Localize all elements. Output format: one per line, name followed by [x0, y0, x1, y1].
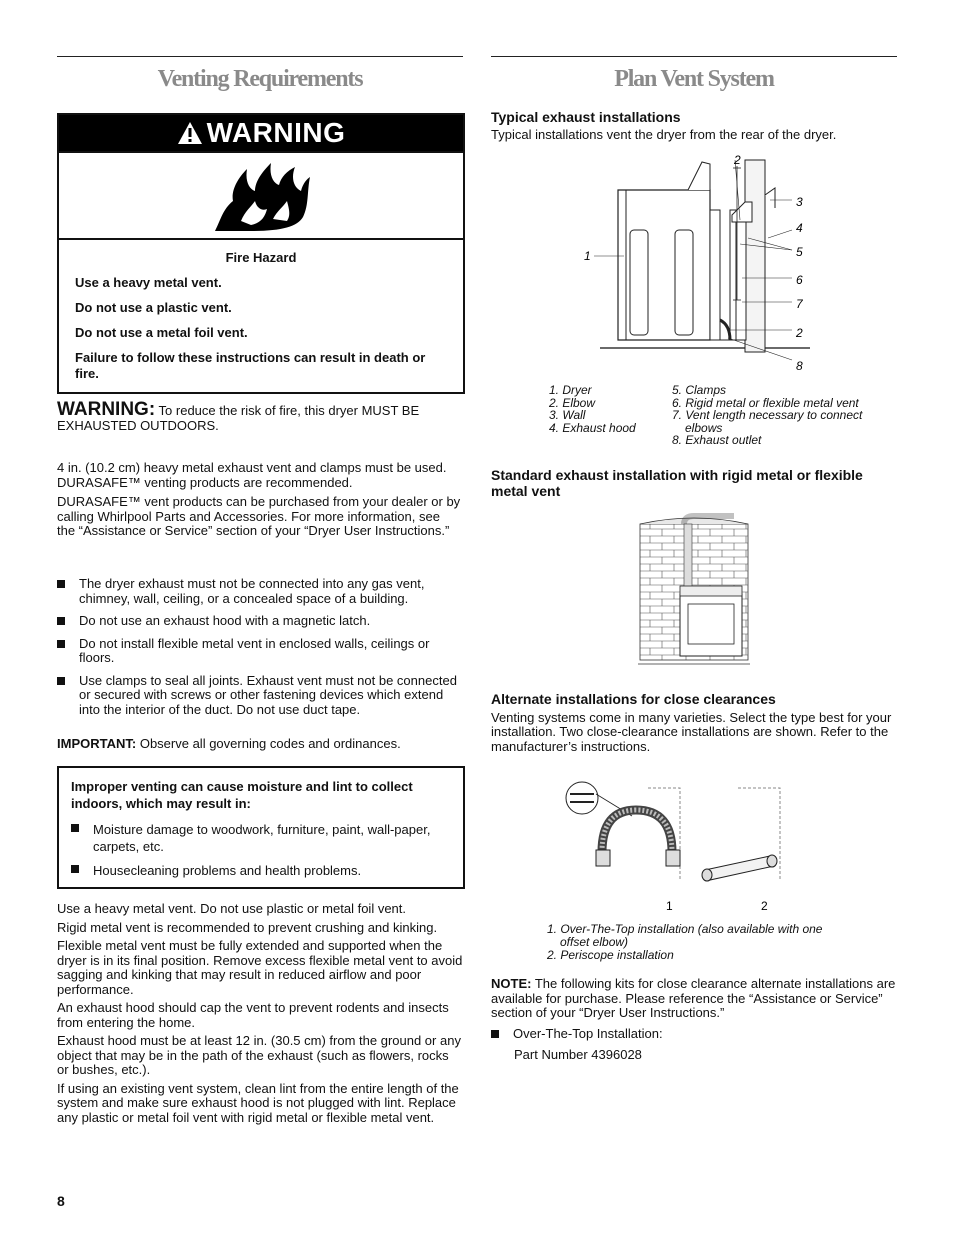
alternate-captions — [547, 923, 847, 962]
guideline-paragraph: Exhaust hood must be at least 12 in. (30.5 cm) from the ground or any object that may be in the path of the exhaust (such as flowers, rocks or bushes, etc.). — [57, 1033, 461, 1077]
alt-label: 1 — [666, 899, 673, 913]
guideline-paragraph: An exhaust hood should cap the vent to prevent rodents and insects from entering the home. — [57, 1000, 449, 1030]
moisture-list — [71, 821, 451, 879]
legend-column-2 — [672, 384, 882, 447]
list-item: Use clamps to seal all joints. Exhaust vent must not be connected or secured with screws or other fastening devices which extend into the interior of the duct. Do not use duct tape. — [57, 674, 461, 718]
guideline-paragraph: Flexible metal vent must be fully extended and supported when the dryer is in its final position. Remove excess flexible metal vent to avoid sagging and kinking that may result in reduced airflow and poor performance. — [57, 938, 463, 997]
guideline-paragraph: Rigid metal vent is recommended to prevent crushing and kinking. — [57, 919, 438, 935]
important-text: Observe all governing codes and ordinances. — [139, 736, 401, 751]
legend-item: 2. Elbow — [549, 395, 596, 410]
typical-installation-diagram — [560, 150, 830, 380]
warning-label: WARNING: — [57, 399, 156, 420]
standard-installation-diagram — [638, 508, 753, 668]
fire-icon — [211, 161, 311, 233]
requirements-list — [57, 577, 461, 717]
top-rule-left — [57, 56, 463, 57]
legend-item: 8. Exhaust outlet — [672, 433, 762, 447]
warning-box — [57, 113, 465, 394]
note-label: NOTE: — [491, 976, 532, 991]
callout-label: 4 — [796, 221, 803, 235]
kit-part-number: Part Number 4396028 — [514, 1047, 642, 1062]
note-text: The following kits for close clearance alternate installations are available for purchase. Please reference the “Assistance or Service” section of your “Dryer User Instructions.” — [491, 976, 896, 1020]
alternate-heading: Alternate installations for close clearances — [491, 691, 776, 707]
warning-statement — [57, 399, 463, 433]
legend-item: 5. Clamps — [672, 383, 727, 397]
typical-text: Typical installations vent the dryer from the rear of the dryer. — [491, 126, 837, 142]
warning-header — [59, 115, 463, 151]
warning-line-2: Do not use a plastic vent. — [75, 300, 232, 315]
moisture-heading: Improper venting can cause moisture and lint to collect indoors, which may result in: — [71, 779, 413, 811]
para-vent-size: 4 in. (10.2 cm) heavy metal exhaust vent and clamps must be used. DURASAFE™ venting products are recommended. — [57, 460, 447, 490]
alternate-installations-diagram — [560, 780, 800, 915]
callout-label: 8 — [796, 359, 803, 373]
list-item: Do not install flexible metal vent in enclosed walls, ceilings or floors. — [57, 637, 461, 666]
warning-header-text: WARNING — [206, 117, 346, 148]
section-title-venting: Venting Requirements — [157, 66, 363, 92]
guideline-paragraph: Use a heavy metal vent. Do not use plastic or metal foil vent. — [57, 901, 407, 916]
callout-label: 2 — [796, 326, 803, 340]
legend-item: 1. Dryer — [549, 383, 592, 397]
page-number: 8 — [57, 1193, 65, 1209]
warning-triangle-icon — [177, 121, 203, 145]
important-label: IMPORTANT: — [57, 736, 137, 751]
alternate-section — [491, 692, 897, 754]
warning-line-3: Do not use a metal foil vent. — [75, 325, 248, 340]
caption-item: 2. Periscope installation — [547, 948, 674, 962]
hazard-title: Fire Hazard — [225, 250, 297, 265]
list-item: Moisture damage to woodwork, furniture, paint, wall-paper, carpets, etc. — [71, 821, 451, 855]
kit-note — [491, 977, 897, 1063]
caption-item: 1. Over-The-Top installation (also available with one offset elbow) — [547, 922, 823, 949]
list-item: Housecleaning problems and health problems. — [71, 862, 451, 879]
vent-guidelines — [57, 902, 463, 1125]
guideline-paragraph: If using an existing vent system, clean lint from the entire length of the system and make sure exhaust hood is not plugged with lint. Replace any plastic or metal foil vent with rigid metal or flexible metal vent. — [57, 1080, 459, 1125]
moisture-box — [57, 766, 465, 889]
callout-label: 1 — [584, 249, 591, 263]
legend-item: 7. Vent length necessary to connect elbows — [672, 408, 863, 435]
list-item: Over-The-Top Installation: — [491, 1027, 897, 1042]
callout-label: 6 — [796, 273, 803, 287]
alternate-text: Venting systems come in many varieties. Select the type best for your installation. Two close-clearance installations are shown. Refer to the manufacturer’s instructions. — [491, 709, 892, 754]
callout-label: 3 — [796, 195, 803, 209]
standard-heading: Standard exhaust installation with rigid metal or flexible metal vent — [491, 467, 863, 499]
vent-intro — [57, 461, 461, 539]
callout-label: 2 — [734, 153, 741, 167]
typical-intro — [491, 110, 897, 142]
callout-label: 5 — [796, 245, 803, 259]
top-rule-right — [491, 56, 897, 57]
kit-list — [491, 1027, 897, 1042]
important-note — [57, 737, 461, 752]
warning-line-4: Failure to follow these instructions can result in death or fire. — [75, 350, 426, 381]
alt-label: 2 — [761, 899, 768, 913]
callout-label: 7 — [796, 297, 803, 311]
para-durasafe: DURASAFE™ vent products can be purchased from your dealer or by calling Whirlpool Parts and Accessories. For more information, see the “Assistance or Service” section of your “Dryer User Instructions.” — [57, 494, 461, 538]
list-item: The dryer exhaust must not be connected into any gas vent, chimney, wall, ceiling, or a concealed space of a building. — [57, 577, 461, 606]
flame-zone — [59, 151, 463, 240]
typical-heading: Typical exhaust installations — [491, 109, 681, 125]
list-item: Do not use an exhaust hood with a magnetic latch. — [57, 614, 461, 629]
section-title-plan: Plan Vent System — [614, 66, 774, 92]
legend-item: 6. Rigid metal or flexible metal vent — [672, 395, 859, 410]
legend-item: 4. Exhaust hood — [549, 420, 636, 435]
warning-line-1: Use a heavy metal vent. — [75, 275, 222, 290]
legend-column-1 — [549, 384, 669, 434]
warning-text: To reduce the risk of fire, this dryer MUST BE EXHAUSTED OUTDOORS. — [57, 403, 420, 433]
legend-item: 3. Wall — [549, 408, 586, 422]
